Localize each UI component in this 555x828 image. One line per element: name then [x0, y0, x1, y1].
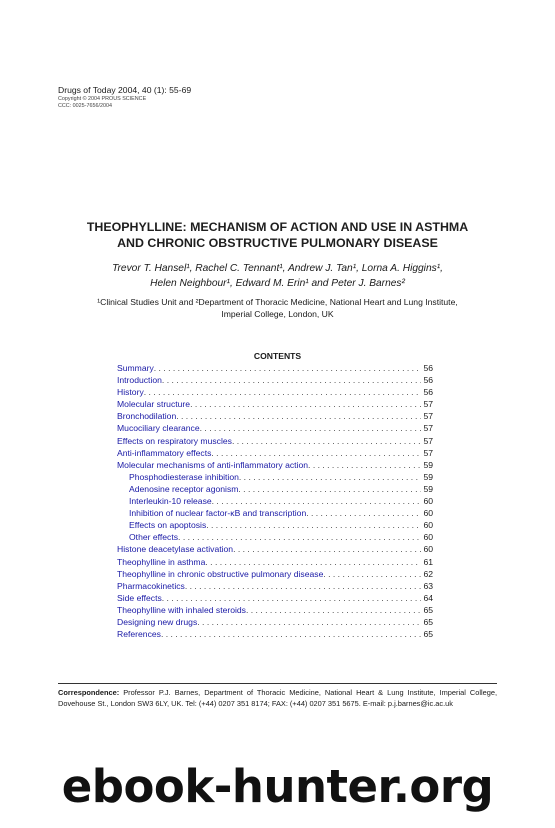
toc-item-label[interactable]: Mucociliary clearance [117, 423, 200, 434]
toc-leader-dots [190, 398, 421, 410]
correspondence-label: Correspondence: [58, 688, 120, 697]
toc-item-page: 65 [423, 629, 433, 640]
toc-item[interactable] [117, 604, 433, 616]
toc-item-label[interactable]: Bronchodilation [117, 411, 177, 422]
toc-item[interactable] [117, 568, 433, 580]
toc-item-label[interactable]: Theophylline in asthma [117, 556, 206, 567]
toc-leader-dots [144, 386, 422, 398]
toc-item-page: 57 [423, 423, 433, 434]
toc-leader-dots [185, 580, 422, 592]
toc-leader-dots [246, 604, 421, 616]
affiliation-line: Imperial College, London, UK [221, 309, 334, 319]
ccc-code: CCC: 0025-7656/2004 [58, 103, 112, 109]
toc-item-page: 56 [423, 387, 433, 398]
toc-item-page: 59 [423, 471, 433, 482]
toc-leader-dots [206, 519, 421, 531]
toc-item[interactable] [117, 386, 433, 398]
article-title-line: THEOPHYLLINE: MECHANISM OF ACTION AND USE IN ASTHMA [86, 220, 469, 234]
copyright-notice: Copyright © 2004 PROUS SCIENCE [58, 96, 147, 102]
toc-item[interactable] [117, 616, 433, 628]
toc-item[interactable] [117, 507, 433, 519]
toc-item[interactable] [117, 398, 433, 410]
toc-item-page: 63 [423, 580, 433, 591]
toc-item-page: 62 [423, 568, 433, 579]
correspondence-text: Professor P.J. Barnes, Department of Thoracic Medicine, National Heart & Lung Institute, Imperial College, Dovehouse St., London SW3 6LY, UK. Tel: (+44) 0207 351 8174; FAX: (+44) 0207 351 5675. E-mail: p.j.barnes@ic.ac.uk [58, 688, 497, 708]
toc-item-label[interactable]: Interleukin-10 release [129, 496, 212, 507]
toc-leader-dots [239, 471, 422, 483]
toc-item-page: 59 [423, 459, 433, 470]
toc-item-page: 60 [423, 520, 433, 531]
toc-item[interactable] [117, 531, 433, 543]
toc-item-page: 57 [423, 435, 433, 446]
toc-item[interactable] [117, 435, 433, 447]
toc-item[interactable] [117, 495, 433, 507]
toc-item-page: 60 [423, 544, 433, 555]
author-line: Trevor T. Hansel¹, Rachel C. Tennant¹, Andrew J. Tan¹, Lorna A. Higgins¹, [112, 263, 443, 274]
watermark: ebook-hunter.org [61, 760, 494, 813]
toc-leader-dots [323, 568, 421, 580]
toc-item-page: 61 [423, 556, 433, 567]
journal-citation: Drugs of Today 2004, 40 (1): 55-69 [58, 85, 192, 95]
toc-leader-dots [233, 543, 421, 555]
toc-leader-dots [162, 592, 422, 604]
toc-item[interactable] [117, 362, 433, 374]
toc-item-label[interactable]: Theophylline with inhaled steroids [117, 604, 246, 615]
toc-item[interactable] [117, 543, 433, 555]
toc-item[interactable] [117, 410, 433, 422]
toc-item-label[interactable]: Other effects [129, 532, 179, 543]
toc-item[interactable] [117, 483, 433, 495]
toc-item[interactable] [117, 471, 433, 483]
toc-item-page: 57 [423, 399, 433, 410]
toc-item-label[interactable]: Summary [117, 363, 154, 373]
toc-leader-dots [232, 435, 421, 447]
author-list [20, 261, 535, 291]
toc-leader-dots [154, 362, 422, 374]
toc-item-label[interactable]: Anti-inflammatory effects [117, 447, 212, 458]
toc-item-page: 65 [423, 616, 433, 627]
toc-item-label[interactable]: Effects on respiratory muscles [117, 435, 232, 446]
toc-item-page: 57 [423, 447, 433, 458]
toc-leader-dots [176, 410, 421, 422]
toc-item[interactable] [117, 374, 433, 386]
toc-item-page: 57 [423, 411, 433, 422]
toc-item-label[interactable]: Inhibition of nuclear factor-κB and transcription [129, 508, 307, 519]
toc-item-label[interactable]: Molecular structure [117, 399, 191, 410]
affiliation [20, 296, 535, 320]
toc-item-page: 60 [423, 532, 433, 543]
toc-item[interactable] [117, 422, 433, 434]
toc-item-page: 56 [423, 363, 433, 373]
toc-leader-dots [238, 483, 421, 495]
toc-item[interactable] [117, 580, 433, 592]
toc-item-label[interactable]: Side effects [117, 592, 162, 603]
author-line: Helen Neighbour¹, Edward M. Erin¹ and Peter J. Barnes² [150, 278, 405, 289]
toc-item-label[interactable]: Effects on apoptosis [129, 520, 207, 531]
toc-item-label[interactable]: Pharmacokinetics [117, 580, 185, 591]
toc-leader-dots [306, 507, 421, 519]
toc-item-label[interactable]: References [117, 629, 161, 640]
toc-item-label[interactable]: Phosphodiesterase inhibition [129, 471, 239, 482]
toc-leader-dots [178, 531, 421, 543]
toc-item-page: 60 [423, 508, 433, 519]
affiliation-line: ¹Clinical Studies Unit and ²Department of Thoracic Medicine, National Heart and Lung Institute, [97, 297, 458, 307]
toc-item[interactable] [117, 519, 433, 531]
toc-item-label[interactable]: Designing new drugs [117, 616, 198, 627]
toc-leader-dots [308, 459, 421, 471]
toc-item-page: 56 [423, 375, 433, 386]
toc-leader-dots [197, 616, 421, 628]
toc-item-page: 65 [423, 604, 433, 615]
contents-heading: CONTENTS [253, 351, 302, 361]
table-of-contents [117, 362, 433, 640]
toc-item[interactable] [117, 556, 433, 568]
article-title [20, 219, 535, 251]
toc-item[interactable] [117, 459, 433, 471]
toc-item-page: 60 [423, 496, 433, 507]
toc-item-page: 64 [423, 592, 433, 603]
toc-leader-dots [211, 447, 421, 459]
footnote-divider [58, 683, 497, 684]
toc-leader-dots [205, 556, 421, 568]
toc-leader-dots [200, 422, 422, 434]
toc-item[interactable] [117, 628, 433, 640]
toc-item[interactable] [117, 592, 433, 604]
toc-item-label[interactable]: Adenosine receptor agonism [129, 483, 239, 494]
toc-item-label[interactable]: Theophylline in chronic obstructive pulmonary disease [117, 568, 324, 579]
toc-item[interactable] [117, 447, 433, 459]
toc-item-label[interactable]: Molecular mechanisms of anti-inflammatory action [117, 459, 309, 470]
toc-leader-dots [212, 495, 422, 507]
toc-leader-dots [161, 628, 421, 640]
toc-leader-dots [162, 374, 422, 386]
toc-item-page: 59 [423, 483, 433, 494]
correspondence-note [58, 687, 497, 709]
toc-item-label[interactable]: Introduction [117, 375, 162, 386]
toc-item-label[interactable]: Histone deacetylase activation [117, 544, 234, 555]
article-title-line: AND CHRONIC OBSTRUCTIVE PULMONARY DISEASE [117, 236, 438, 250]
toc-item-label[interactable]: History [117, 387, 144, 398]
